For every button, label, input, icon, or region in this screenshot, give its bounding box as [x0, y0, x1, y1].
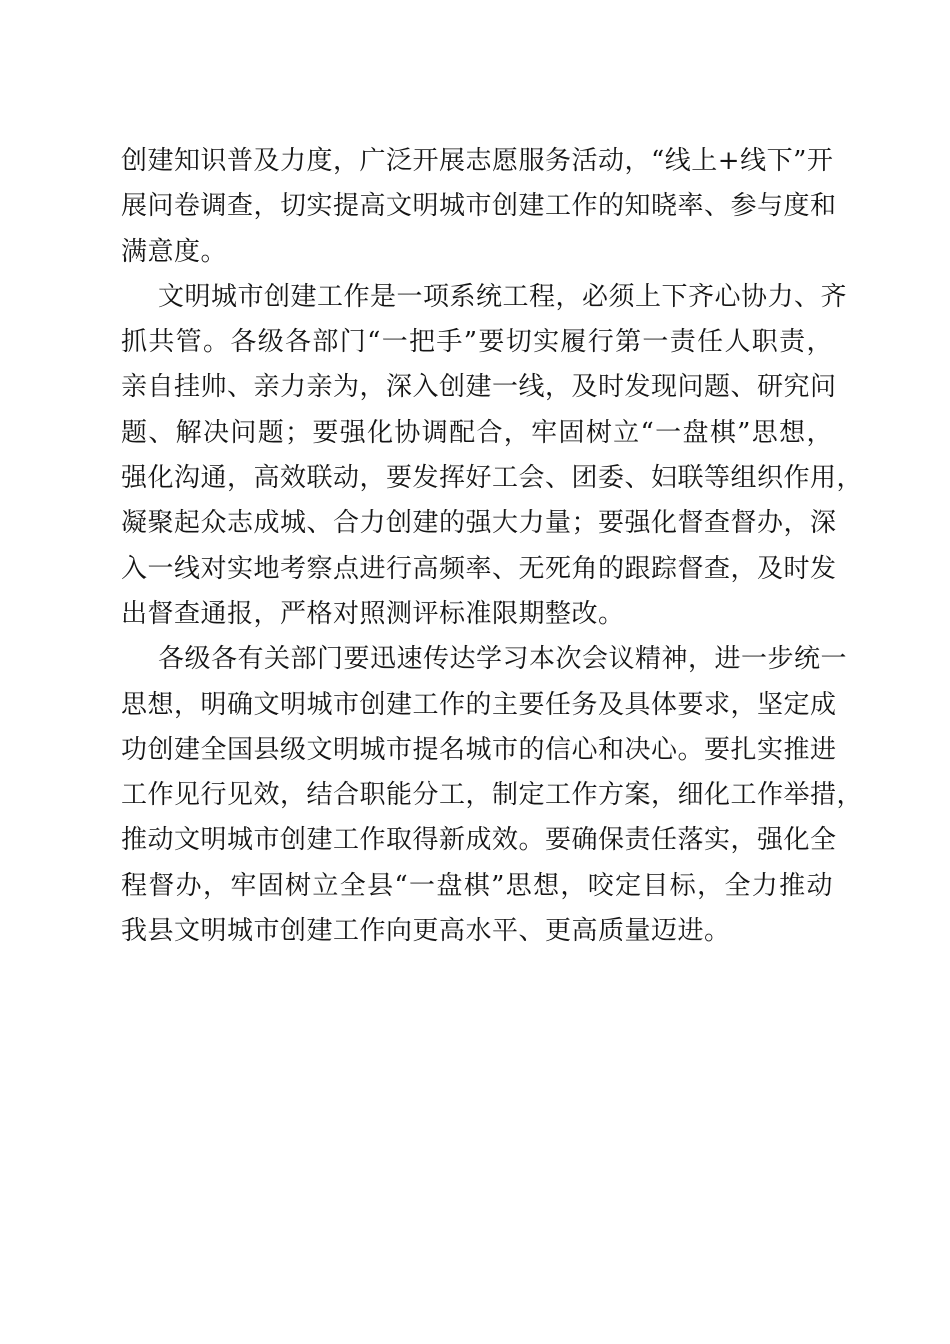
text-line: 满意度。	[121, 236, 228, 267]
text-line: 推动文明城市创建工作取得新成效。要确保责任落实，强化全	[121, 825, 837, 856]
text-line: 展问卷调查，切实提高文明城市创建工作的知晓率、参与度和	[121, 191, 837, 222]
text-line: 我县文明城市创建工作向更高水平、更高质量迈进。	[121, 916, 731, 947]
text-line: 出督查通报，严格对照测评标准限期整改。	[121, 598, 625, 629]
paragraph-2	[121, 275, 864, 637]
text-line: 题、解决问题；要强化协调配合，牢固树立“一盘棋”思想，	[121, 417, 833, 448]
text-line: 功创建全国县级文明城市提名城市的信心和决心。要扎实推进	[121, 734, 837, 765]
text-line: 入一线对实地考察点进行高频率、无死角的跟踪督查，及时发	[121, 553, 837, 584]
document-body	[121, 139, 864, 954]
paragraph-3	[121, 637, 864, 954]
paragraph-1	[121, 139, 837, 275]
text-line: 凝聚起众志成城、合力创建的强大力量；要强化督查督办，深	[121, 508, 837, 539]
text-line: 强化沟通，高效联动，要发挥好工会、团委、妇联等组织作用，	[121, 463, 864, 494]
text-line: 创建知识普及力度，广泛开展志愿服务活动，“线上+线下”开	[121, 146, 834, 176]
text-line: 亲自挂帅、亲力亲为，深入创建一线，及时发现问题、研究问	[121, 372, 837, 403]
text-line: 文明城市创建工作是一项系统工程，必须上下齐心协力、齐	[158, 281, 848, 312]
text-line: 抓共管。各级各部门“一把手”要切实履行第一责任人职责，	[121, 327, 833, 358]
text-line: 工作见行见效，结合职能分工，制定工作方案，细化工作举措，	[121, 780, 864, 811]
text-line: 思想，明确文明城市创建工作的主要任务及具体要求，坚定成	[121, 689, 837, 720]
text-line: 程督办，牢固树立全县“一盘棋”思想，咬定目标，全力推动	[121, 870, 833, 901]
text-line: 各级各有关部门要迅速传达学习本次会议精神，进一步统一	[158, 644, 848, 675]
